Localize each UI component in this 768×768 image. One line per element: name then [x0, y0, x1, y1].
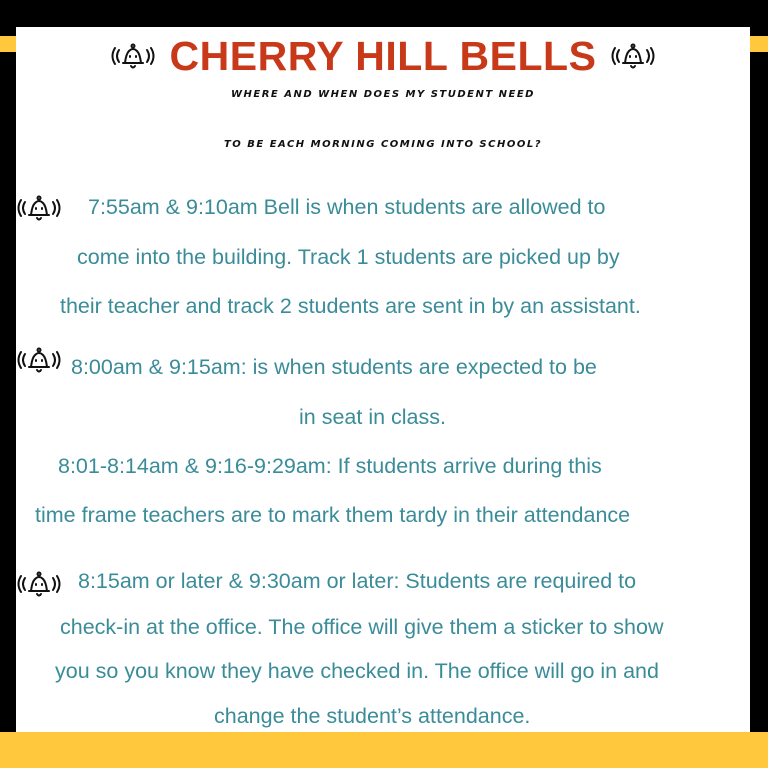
yellow-accent-top-right — [750, 36, 768, 52]
section-2-line-3: 8:01-8:14am & 9:16-9:29am: If students arrive during this — [58, 454, 602, 478]
ringing-bell-icon — [110, 41, 156, 71]
section-1-line-2: come into the building. Track 1 students are picked up by — [77, 245, 620, 269]
section-1-line-1: 7:55am & 9:10am Bell is when students are allowed to — [88, 195, 606, 219]
section-3-line-4: change the student’s attendance. — [214, 704, 531, 728]
yellow-accent-top-left — [0, 36, 16, 52]
ringing-bell-icon — [16, 193, 62, 223]
page-title: CHERRY HILL BELLS — [169, 32, 597, 79]
ringing-bell-icon — [16, 345, 62, 375]
title-row — [16, 33, 750, 79]
section-3-line-1: 8:15am or later & 9:30am or later: Students are required to — [78, 569, 637, 593]
ringing-bell-icon — [16, 569, 62, 599]
subtitle-line-2: TO BE EACH MORNING COMING INTO SCHOOL? — [223, 139, 543, 150]
section-3-line-3: you so you know they have checked in. The office will go in and — [55, 659, 659, 683]
section-1-line-3: their teacher and track 2 students are sent in by an assistant. — [60, 294, 641, 318]
section-2-line-2: in seat in class. — [299, 405, 446, 429]
section-2-line-4: time frame teachers are to mark them tardy in their attendance — [35, 503, 631, 527]
section-2-line-1: 8:00am & 9:15am: is when students are expected to be — [71, 355, 597, 379]
yellow-footer-bar — [0, 732, 768, 768]
flyer-panel — [16, 27, 750, 732]
ringing-bell-icon — [610, 41, 656, 71]
section-3-line-2: check-in at the office. The office will give them a sticker to show — [60, 615, 664, 639]
subtitle-line-1: WHERE AND WHEN DOES MY STUDENT NEED — [231, 89, 535, 100]
